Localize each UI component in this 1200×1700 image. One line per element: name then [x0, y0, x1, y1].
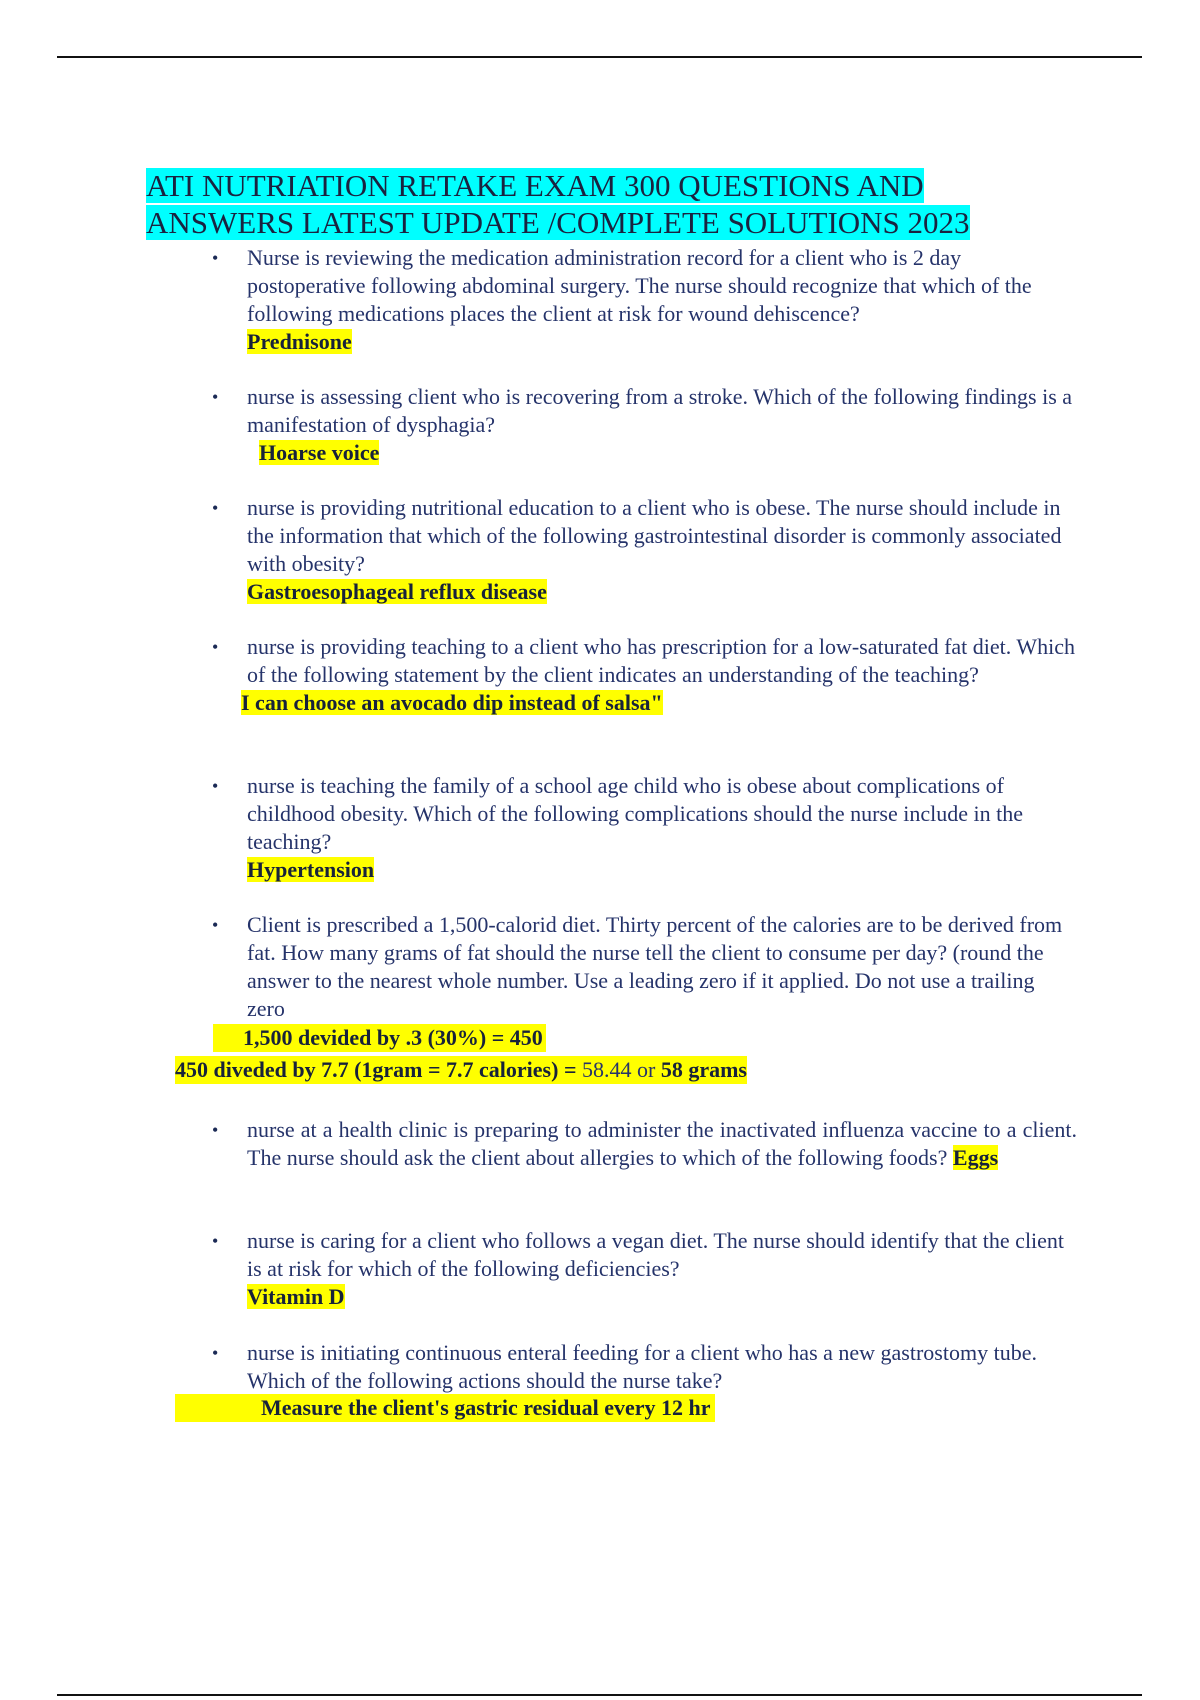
top-rule [57, 56, 1142, 58]
answer-text: Vitamin D [247, 1284, 345, 1309]
answer-text: Hypertension [247, 857, 375, 882]
answer-text: Hoarse voice [259, 440, 380, 465]
list-item [212, 494, 1077, 606]
question-text: Client is prescribed a 1,500-calorid diet. Thirty percent of the calories are to be derived from fat. How many grams of fat should the nurse tell the client to consume per day? (round the answer to the nearest whole number. Use a leading zero if it applied. Do not use a trailing zero [247, 912, 1063, 1021]
bullet: • [212, 1231, 219, 1251]
calculation-line-2 [175, 1056, 747, 1084]
list-item [212, 244, 1077, 356]
question-text: nurse is assessing client who is recovering from a stroke. Which of the following findings is a manifestation of dysphagia? [247, 384, 1073, 437]
answer-text: 58 grams [660, 1057, 747, 1082]
document-title [146, 167, 970, 241]
answer-text: Eggs [952, 1145, 999, 1170]
calculation-text: 450 diveded by 7.7 (1gram = 7.7 calories) = [175, 1057, 577, 1082]
answer-text: I can choose an avocado dip instead of salsa" [241, 690, 663, 715]
question-text: nurse is initiating continuous enteral feeding for a client who has a new gastrostomy tube. Which of the following actions should the nurse take? [247, 1340, 1037, 1393]
list-item [212, 633, 1077, 717]
question-text: nurse at a health clinic is preparing to administer the inactivated influenza vaccine to a client. The nurse should ask the client about allergies to which of the following foods? [247, 1117, 1077, 1170]
title-line-2: ANSWERS LATEST UPDATE /COMPLETE SOLUTIONS 2023 [146, 205, 970, 240]
question-text: nurse is providing teaching to a client who has prescription for a low-saturated fat diet. Which of the following statement by the client indicates an understanding of the teaching? [247, 634, 1076, 687]
question-text: nurse is caring for a client who follows a vegan diet. The nurse should identify that the client is at risk for which of the following deficiencies? [247, 1228, 1065, 1281]
bullet: • [212, 1343, 219, 1363]
bullet: • [212, 637, 219, 657]
question-text: nurse is teaching the family of a school age child who is obese about complications of childhood obesity. Which of the following complications should the nurse include in the teaching? [247, 773, 1023, 854]
bullet: • [212, 1120, 219, 1140]
answer-text: Gastroesophageal reflux disease [247, 579, 547, 604]
list-item [212, 772, 1077, 884]
list-item [212, 383, 1077, 467]
bullet: • [212, 387, 219, 407]
bullet: • [212, 915, 219, 935]
bullet: • [212, 776, 219, 796]
list-item [212, 1116, 1077, 1172]
answer-text: Measure the client's gastric residual every 12 hr [175, 1394, 715, 1422]
list-item [212, 1339, 1077, 1395]
question-text: Nurse is reviewing the medication administration record for a client who is 2 day postoperative following abdominal surgery. The nurse should recognize that which of the following medications places the client at risk for wound dehiscence? [247, 245, 1032, 326]
bottom-rule [57, 1694, 1142, 1696]
bullet: • [212, 498, 219, 518]
question-text: nurse is providing nutritional education to a client who is obese. The nurse should include in the information that which of the following gastrointestinal disorder is commonly associated with obesity? [247, 495, 1062, 576]
calculation-result: 58.44 or [576, 1057, 661, 1082]
list-item [212, 911, 1077, 1023]
answer-text: Prednisone [247, 329, 352, 354]
title-line-1: ATI NUTRIATION RETAKE EXAM 300 QUESTIONS AND [146, 168, 924, 203]
calculation-line-1: 1,500 devided by .3 (30%) = 450 [213, 1024, 546, 1052]
bullet: • [212, 248, 219, 268]
list-item [212, 1227, 1077, 1311]
